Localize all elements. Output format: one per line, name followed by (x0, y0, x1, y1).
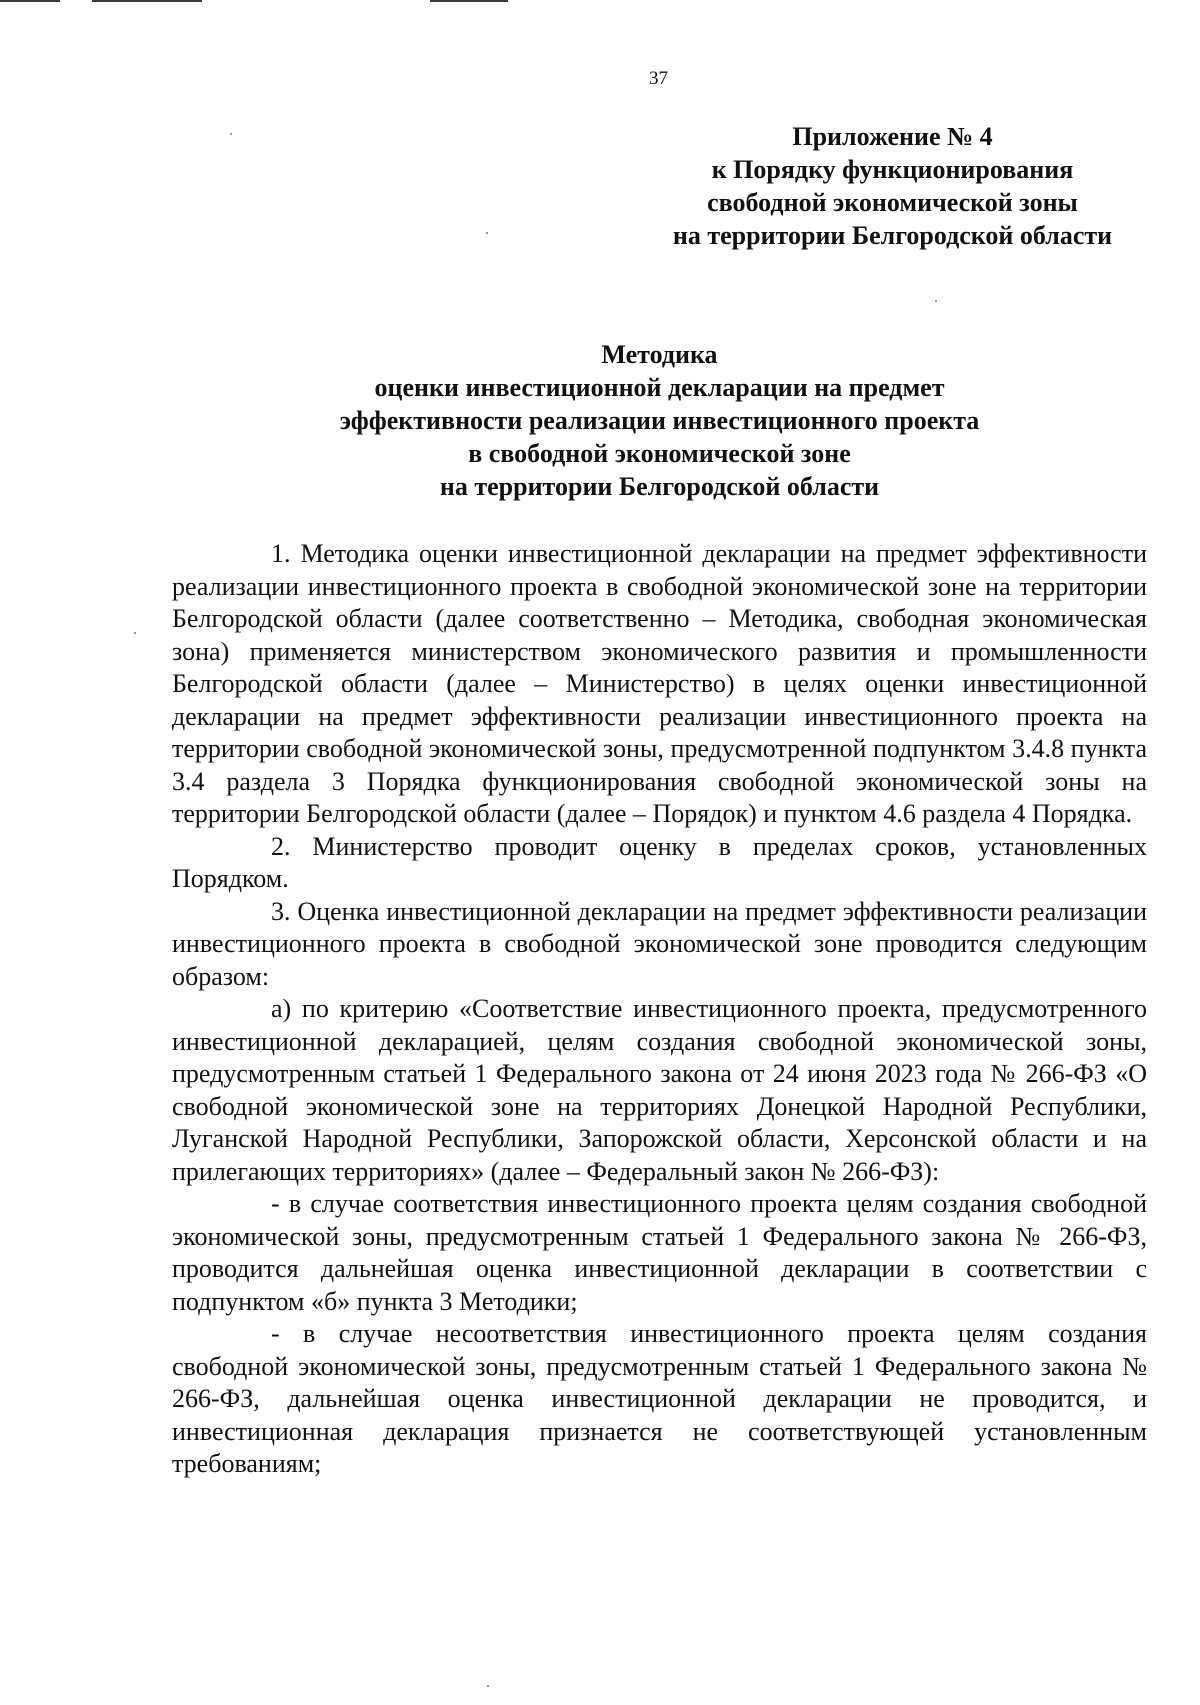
bullet-conformity: - в случае соответствия инвестиционного проекта целям создания свободной экономической зоны, предусмотренным статьей 1 Федерального закона № 266-ФЗ, проводится дальнейшая оценка инвестиционной декларации в соответствии с подпунктом «б» пункта 3 Методики; (172, 1189, 1147, 1316)
appendix-line: к Порядку функционирования (711, 155, 1074, 184)
appendix-line: на территории Белгородской области (672, 221, 1113, 250)
scan-speck (230, 133, 232, 135)
scan-edge-mark (92, 0, 202, 2)
paragraph-item-3: 3. Оценка инвестиционной декларации на предмет эффективности реализации инвестиционного проекта в свободной экономической зоне проводится следующим образом: (172, 896, 1147, 991)
scan-speck (487, 1685, 489, 1687)
appendix-line: свободной экономической зоны (707, 188, 1078, 217)
scan-edge-mark (430, 0, 508, 2)
scan-edge-mark (0, 0, 60, 2)
paragraph-item-2: 2. Министерство проводит оценку в пределах сроков, установленных Порядком. (172, 831, 1147, 893)
subparagraph-a: а) по критерию «Соответствие инвестиционного проекта, предусмотренного инвестиционной декларацией, целям создания свободной экономической зоны, предусмотренным статьей 1 Федерального закона от 24 июня 2023 года № 266-ФЗ «О свободной экономической зоне на территориях Донецкой Народной Республики, Луганской Народной Республики, Запорожской области, Херсонской области и на прилегающих территориях» (далее – Федеральный закон № 266-ФЗ): (172, 994, 1147, 1186)
scan-speck (134, 632, 136, 634)
scan-speck (935, 300, 937, 302)
bullet-nonconformity: - в случае несоответствия инвестиционного проекта целям создания свободной экономической зоны, предусмотренным статьей 1 Федерального закона № 266-ФЗ, дальнейшая оценка инвестиционной декларации не проводится, и инвестиционная декларация признается не соответствующей установленным требованиям; (172, 1319, 1147, 1478)
appendix-line: Приложение № 4 (792, 122, 993, 151)
title-line: эффективности реализации инвестиционного проекта (339, 406, 980, 435)
page-number: 37 (649, 68, 668, 89)
title-line: в свободной экономической зоне (468, 439, 851, 468)
scan-speck (486, 232, 488, 234)
document-title (172, 338, 1147, 503)
title-line: оценки инвестиционной декларации на предмет (374, 373, 945, 402)
paragraph-item-1: 1. Методика оценки инвестиционной декларации на предмет эффективности реализации инвестиционного проекта в свободной экономической зоне на территории Белгородской области (далее соответственно – Методика, свободная экономическая зона) применяется министерством экономического развития и промышленности Белгородской области (далее – Министерство) в целях оценки инвестиционной декларации на предмет эффективности реализации инвестиционного проекта на территории свободной экономической зоны, предусмотренной подпунктом 3.4.8 пункта 3.4 раздела 3 Порядка функционирования свободной экономической зоны на территории Белгородской области (далее – Порядок) и пунктом 4.6 раздела 4 Порядка. (172, 539, 1147, 828)
title-line: Методика (601, 340, 718, 369)
appendix-header (640, 120, 1145, 252)
document-body (172, 538, 1147, 1481)
title-line: на территории Белгородской области (439, 472, 880, 501)
